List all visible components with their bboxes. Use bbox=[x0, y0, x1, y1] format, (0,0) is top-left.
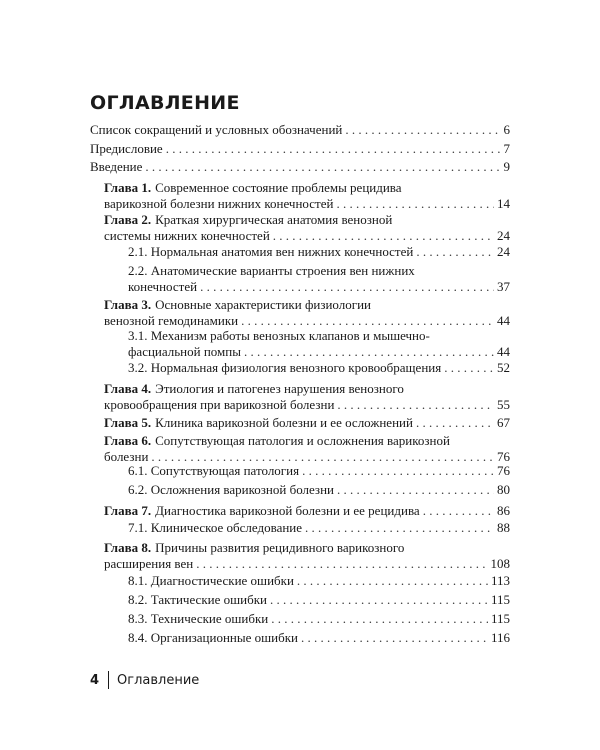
toc-entry-text: Сопутствующая патология и осложнения варикозной bbox=[155, 433, 450, 448]
toc-entry-text: 8.2. Тактические ошибки bbox=[128, 592, 267, 607]
dot-leader bbox=[444, 360, 494, 376]
toc-entry-text: варикозной болезни нижних конечностей bbox=[104, 196, 334, 211]
chapter-label: Глава 2. bbox=[104, 212, 152, 227]
toc-entry-preface bbox=[90, 141, 510, 157]
toc-entry-line2 bbox=[128, 344, 510, 360]
dot-leader bbox=[305, 520, 494, 536]
toc-entry-chapter-6 bbox=[104, 433, 510, 465]
toc-entry-text: кровообращения при варикозной болезни bbox=[104, 397, 335, 412]
toc-entry-text: болезни bbox=[104, 449, 149, 464]
toc-entry-text: 6.2. Осложнения варикозной болезни bbox=[128, 482, 334, 497]
toc-entry-line1 bbox=[104, 180, 402, 196]
dot-leader bbox=[271, 611, 488, 627]
dot-leader bbox=[145, 159, 500, 175]
toc-entry-chapter-1 bbox=[104, 180, 510, 212]
toc-entry-text: 8.4. Организационные ошибки bbox=[128, 630, 298, 645]
dot-leader bbox=[166, 141, 501, 157]
toc-entry-text: венозной гемодинамики bbox=[104, 313, 239, 328]
toc-page-number: 44 bbox=[497, 344, 510, 359]
dot-leader bbox=[336, 196, 494, 212]
dot-leader bbox=[270, 592, 488, 608]
toc-page-number: 14 bbox=[497, 196, 510, 211]
dot-leader bbox=[301, 630, 488, 646]
toc-entry-text: фасциальной помпы bbox=[128, 344, 241, 359]
toc-page-number: 113 bbox=[490, 573, 510, 588]
dot-leader bbox=[273, 228, 494, 244]
toc-entry-8-4 bbox=[128, 630, 510, 646]
toc-entry-text: конечностей bbox=[128, 279, 198, 294]
page-title: ОГЛАВЛЕНИЕ bbox=[90, 92, 240, 114]
dot-leader bbox=[244, 344, 494, 360]
toc-entry-chapter-3 bbox=[104, 297, 510, 329]
page-footer bbox=[90, 671, 199, 689]
chapter-label: Глава 1. bbox=[104, 180, 152, 195]
chapter-label: Глава 5. bbox=[104, 415, 152, 430]
toc-entry-text: 3.2. Нормальная физиология венозного кровообращения bbox=[128, 360, 442, 375]
toc-entry-chapter-7 bbox=[104, 503, 510, 519]
toc-page-number: 52 bbox=[497, 360, 510, 375]
toc-entry-text: 6.1. Сопутствующая патология bbox=[128, 463, 300, 478]
toc-entry-7-1 bbox=[128, 520, 510, 536]
toc-entry-text: расширения вен bbox=[104, 556, 194, 571]
toc-page-number: 76 bbox=[497, 449, 510, 464]
toc-entry-8-3 bbox=[128, 611, 510, 627]
toc-page-number: 116 bbox=[490, 630, 510, 645]
toc-entry-8-2 bbox=[128, 592, 510, 608]
dot-leader bbox=[423, 503, 494, 519]
dot-leader bbox=[345, 122, 500, 138]
toc-entry-line1: 3.1. Механизм работы венозных клапанов и мышечно- bbox=[128, 328, 430, 343]
toc-entry-chapter-4 bbox=[104, 381, 510, 413]
toc-entry-line2 bbox=[104, 556, 510, 572]
chapter-label: Глава 3. bbox=[104, 297, 152, 312]
toc-page-number: 108 bbox=[490, 556, 510, 571]
toc-entry-introduction bbox=[90, 159, 510, 175]
toc-entry-text: Клиника варикозной болезни и ее осложнений bbox=[155, 415, 413, 430]
toc-entry-text: Введение bbox=[90, 159, 143, 174]
toc-entry-text: Предисловие bbox=[90, 141, 163, 156]
toc-page-number: 9 bbox=[503, 159, 510, 174]
toc-page-number: 88 bbox=[497, 520, 510, 535]
toc-entry-line1 bbox=[104, 381, 404, 397]
running-header-section: Оглавление bbox=[117, 672, 200, 688]
toc-entry-line1 bbox=[104, 297, 371, 313]
toc-page-number: 80 bbox=[497, 482, 510, 497]
toc-entry-abbreviations bbox=[90, 122, 510, 138]
toc-page-number: 115 bbox=[490, 611, 510, 626]
toc-entry-text: Краткая хирургическая анатомия венозной bbox=[155, 212, 393, 227]
toc-entry-text: Причины развития рецидивного варикозного bbox=[155, 540, 405, 555]
dot-leader bbox=[337, 482, 494, 498]
toc-entry-line2 bbox=[104, 313, 510, 329]
dot-leader bbox=[302, 463, 494, 479]
toc-entry-text: системы нижних конечностей bbox=[104, 228, 270, 243]
toc-entry-text: Основные характеристики физиологии bbox=[155, 297, 371, 312]
toc-entry-line2 bbox=[104, 196, 510, 212]
toc-page-number: 7 bbox=[503, 141, 510, 156]
toc-page-number: 76 bbox=[497, 463, 510, 478]
dot-leader bbox=[416, 244, 494, 260]
toc-entry-text: Диагностика варикозной болезни и ее рецидива bbox=[155, 503, 420, 518]
toc-entry-text: Современное состояние проблемы рецидива bbox=[155, 180, 402, 195]
chapter-label: Глава 8. bbox=[104, 540, 152, 555]
toc-entry-chapter-8 bbox=[104, 540, 510, 572]
toc-entry-line1: 2.2. Анатомические варианты строения вен нижних bbox=[128, 263, 415, 278]
toc-entry-line1 bbox=[104, 540, 404, 556]
toc-entry-line2 bbox=[128, 279, 510, 295]
dot-leader bbox=[200, 279, 494, 295]
dot-leader bbox=[196, 556, 487, 572]
page-number: 4 bbox=[90, 672, 100, 688]
toc-entry-chapter-2 bbox=[104, 212, 510, 244]
toc-entry-text: 7.1. Клиническое обследование bbox=[128, 520, 303, 535]
toc-page-number: 86 bbox=[497, 503, 510, 518]
dot-leader bbox=[416, 415, 494, 431]
dot-leader bbox=[297, 573, 488, 589]
footer-divider bbox=[108, 671, 109, 689]
toc-entry-line1 bbox=[104, 433, 450, 449]
toc-entry-line2 bbox=[104, 397, 510, 413]
dot-leader bbox=[337, 397, 494, 413]
toc-entry-chapter-5 bbox=[104, 415, 510, 431]
toc-entry-text: 8.3. Технические ошибки bbox=[128, 611, 269, 626]
toc-page-number: 37 bbox=[497, 279, 510, 294]
chapter-label: Глава 4. bbox=[104, 381, 152, 396]
toc-entry-text: 8.1. Диагностические ошибки bbox=[128, 573, 294, 588]
chapter-label: Глава 6. bbox=[104, 433, 152, 448]
toc-page-number: 55 bbox=[497, 397, 510, 412]
toc-entry-text: Список сокращений и условных обозначений bbox=[90, 122, 343, 137]
toc-entry-8-1 bbox=[128, 573, 510, 589]
chapter-label: Глава 7. bbox=[104, 503, 152, 518]
toc-entry-text: Этиология и патогенез нарушения венозного bbox=[155, 381, 404, 396]
toc-entry-6-1 bbox=[128, 463, 510, 479]
toc-page-number: 44 bbox=[497, 313, 510, 328]
toc-entry-line1 bbox=[104, 212, 392, 228]
toc-page-number: 24 bbox=[497, 244, 510, 259]
toc-entry-3-1 bbox=[128, 328, 510, 360]
toc-page-number: 115 bbox=[490, 592, 510, 607]
toc-entry-2-1 bbox=[128, 244, 510, 260]
toc-entry-6-2 bbox=[128, 482, 510, 498]
dot-leader bbox=[241, 313, 494, 329]
toc-entry-2-2 bbox=[128, 263, 510, 295]
toc-entry-text: 2.1. Нормальная анатомия вен нижних конечностей bbox=[128, 244, 414, 259]
toc-entry-line2 bbox=[104, 228, 510, 244]
toc-page-number: 67 bbox=[497, 415, 510, 430]
toc-page-number: 24 bbox=[497, 228, 510, 243]
toc-entry-3-2 bbox=[128, 360, 510, 376]
toc-page-number: 6 bbox=[503, 122, 510, 137]
table-of-contents bbox=[90, 0, 510, 750]
